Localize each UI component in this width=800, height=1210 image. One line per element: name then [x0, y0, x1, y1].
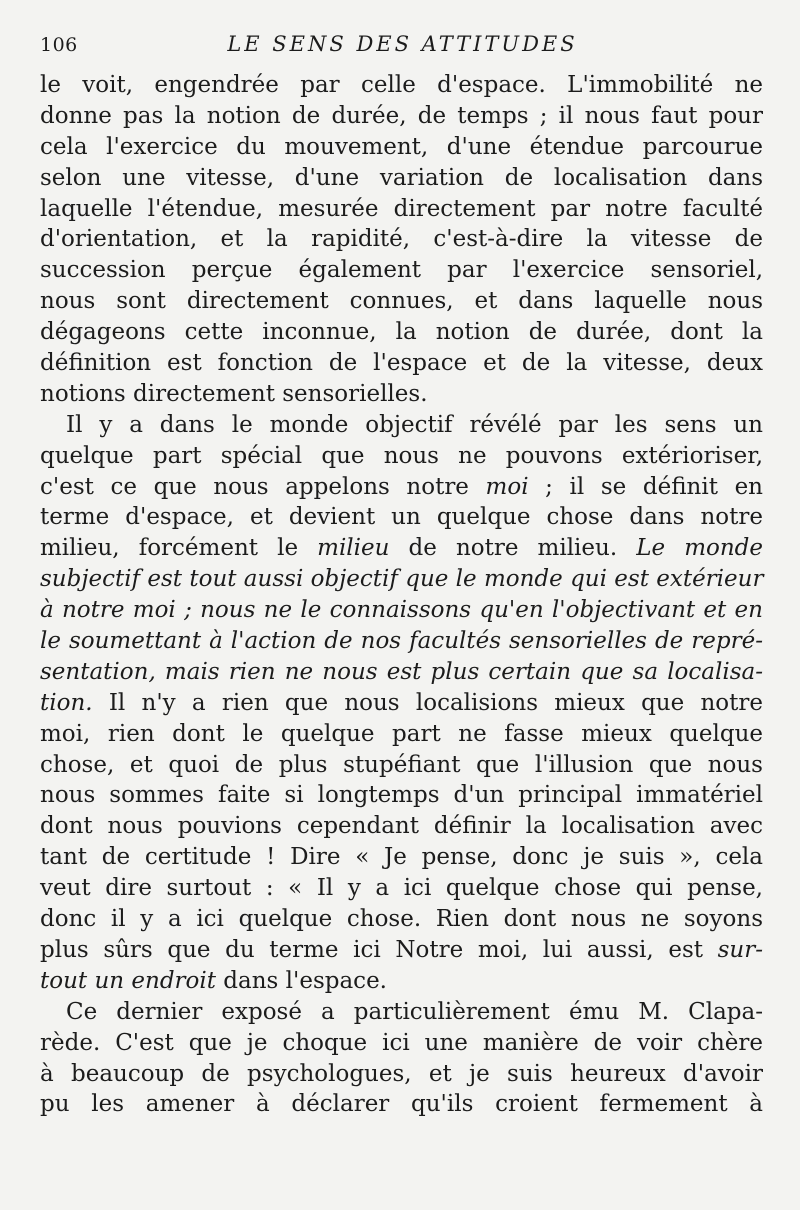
text-line: nous sont directement connues, et dans laquelle nous [40, 288, 763, 315]
text-line: tout un endroit dans l'espace. [40, 967, 387, 994]
text-line: laquelle l'étendue, mesurée directement par notre faculté [40, 195, 763, 222]
text-line: sentation, mais rien ne nous est plus certain que sa localisa- [40, 658, 763, 685]
text-line: veut dire surtout : « Il y a ici quelque chose qui pense, [40, 875, 763, 902]
text-line: Ce dernier exposé a particulièrement ému M. Clapa- [66, 998, 763, 1025]
text-line: le soumettant à l'action de nos facultés sensorielles de repré- [40, 628, 763, 655]
text-line: dont nous pouvions cependant définir la localisation avec [40, 813, 763, 840]
text-line: notions directement sensorielles. [40, 380, 428, 407]
text-line: d'orientation, et la rapidité, c'est-à-dire la vitesse de [40, 226, 763, 253]
text-line: à notre moi ; nous ne le connaissons qu'en l'objectivant et en [40, 597, 763, 624]
text-line: selon une vitesse, d'une variation de localisation dans [40, 164, 763, 191]
text-line: définition est fonction de l'espace et de la vitesse, deux [40, 350, 763, 377]
text-line: donne pas la notion de durée, de temps ; il nous faut pour [40, 102, 763, 129]
text-line: le voit, engendrée par celle d'espace. L'immobilité ne [40, 72, 763, 98]
text-line: Il y a dans le monde objectif révélé par les sens un [66, 411, 763, 438]
text-line: tion. Il n'y a rien que nous localisions mieux que notre [40, 689, 763, 716]
text-line: chose, et quoi de plus stupéfiant que l'illusion que nous [40, 751, 763, 778]
running-title: LE SENS DES ATTITUDES [227, 32, 578, 56]
text-line: succession perçue également par l'exercice sensoriel, [40, 257, 763, 284]
text-line: pu les amener à déclarer qu'ils croient fermement à [40, 1091, 763, 1118]
text-line: à beaucoup de psychologues, et je suis heureux d'avoir [40, 1060, 763, 1087]
body-text [40, 70, 763, 1120]
text-line: donc il y a ici quelque chose. Rien dont nous ne soyons [40, 906, 763, 933]
page-number: 106 [40, 34, 78, 56]
text-line: quelque part spécial que nous ne pouvons extérioriser, [40, 442, 763, 469]
text-line: plus sûrs que du terme ici Notre moi, lui aussi, est sur- [40, 936, 763, 963]
text-line: moi, rien dont le quelque part ne fasse mieux quelque [40, 720, 763, 747]
text-line: subjectif est tout aussi objectif que le monde qui est extérieur [40, 566, 764, 593]
text-line: cela l'exercice du mouvement, d'une étendue parcourue [40, 133, 763, 160]
text-line: nous sommes faite si longtemps d'un principal immatériel [40, 782, 763, 809]
text-line: rède. C'est que je choque ici une manière de voir chère [40, 1029, 763, 1056]
running-header [40, 32, 765, 60]
text-line: milieu, forcément le milieu de notre milieu. Le monde [40, 535, 764, 562]
text-line: c'est ce que nous appelons notre moi ; il se définit en [40, 473, 763, 500]
text-line: dégageons cette inconnue, la notion de durée, dont la [40, 319, 763, 346]
text-line: tant de certitude ! Dire « Je pense, donc je suis », cela [40, 844, 763, 871]
text-line: terme d'espace, et devient un quelque chose dans notre [40, 504, 763, 531]
